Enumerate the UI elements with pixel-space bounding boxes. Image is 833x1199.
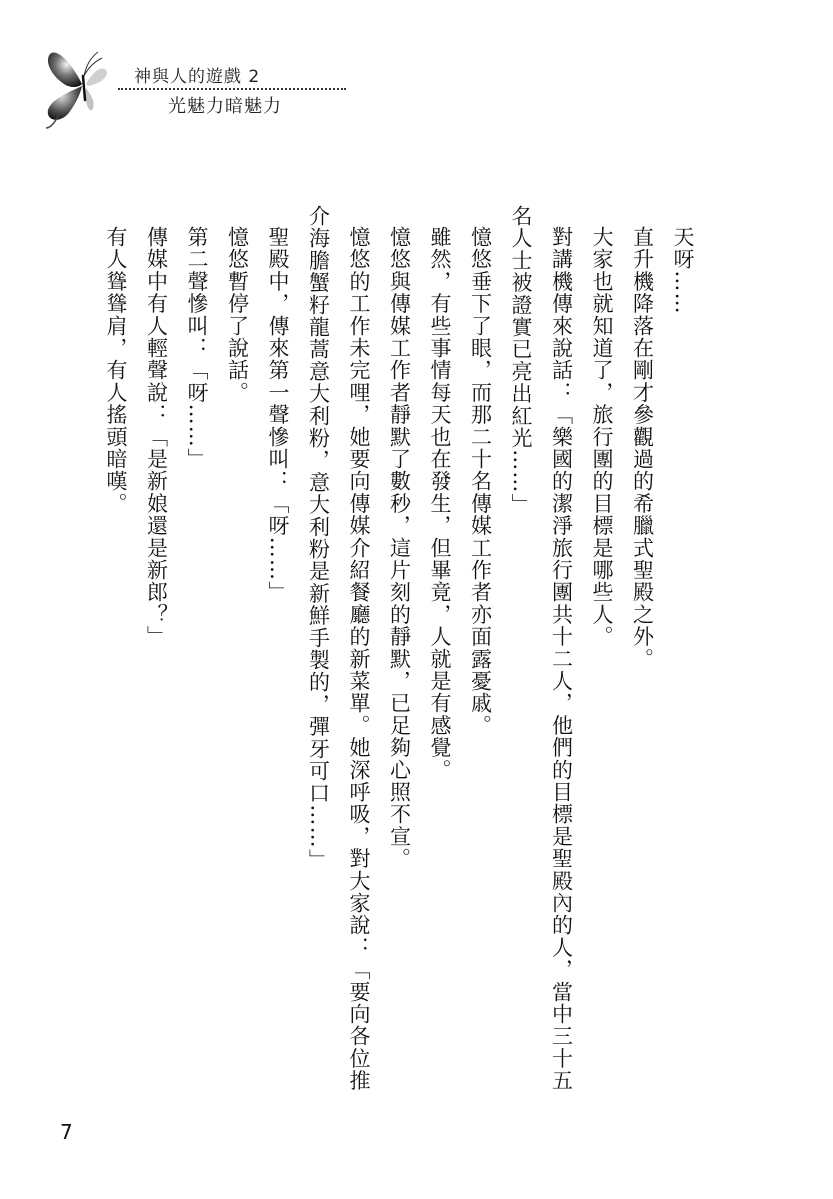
paragraph-3: 大家也就知道了，旅行團的目標是哪些人。: [590, 226, 614, 648]
paragraph-11: 第二聲慘叫：「呀……」: [185, 226, 209, 471]
paragraph-10: 憶悠暫停了說話。: [225, 226, 250, 404]
series-title: 神與人的遊戲 2: [134, 67, 261, 87]
vertical-body-text: [96, 205, 704, 1105]
paragraph-12: 傳媒中有人輕聲說：「是新娘還是新郎？」: [144, 226, 169, 648]
running-header: [40, 40, 340, 135]
book-subtitle: 光魅力暗魅力: [168, 96, 282, 117]
paragraph-13: 有人聳聳肩，有人搖頭暗嘆。: [104, 226, 128, 515]
paragraph-7: 憶悠與傳媒工作者靜默了數秒，這片刻的靜默，已足夠心照不宣。: [387, 226, 412, 870]
page-number: 7: [60, 1120, 73, 1144]
paragraph-1: 天呀……: [671, 226, 695, 315]
paragraph-2: 直升機降落在剛才參觀過的希臘式聖殿之外。: [630, 226, 655, 670]
paragraph-8: 憶悠的工作未完哩，她要向傳媒介紹餐廳的新菜單。她深呼吸，對大家說：「要向各位推介海膽蟹籽龍蒿意大利粉，意大利粉是新鮮手製的，彈牙可口……」: [306, 205, 371, 1092]
paragraph-9: 聖殿中，傳來第一聲慘叫：「呀……」: [266, 226, 290, 604]
header-divider: [118, 88, 346, 90]
butterfly-icon: [40, 40, 130, 130]
paragraph-4: 對講機傳來說話：「樂國的潔淨旅行團共十二人，他們的目標是聖殿內的人，當中三十五名人士被證實已亮出紅光……」: [509, 205, 574, 1092]
paragraph-6: 雖然，有些事情每天也在發生，但畢竟，人就是有感覺。: [428, 226, 452, 781]
paragraph-5: 憶悠垂下了眼，而那二十名傳媒工作者亦面露憂戚。: [468, 226, 493, 737]
